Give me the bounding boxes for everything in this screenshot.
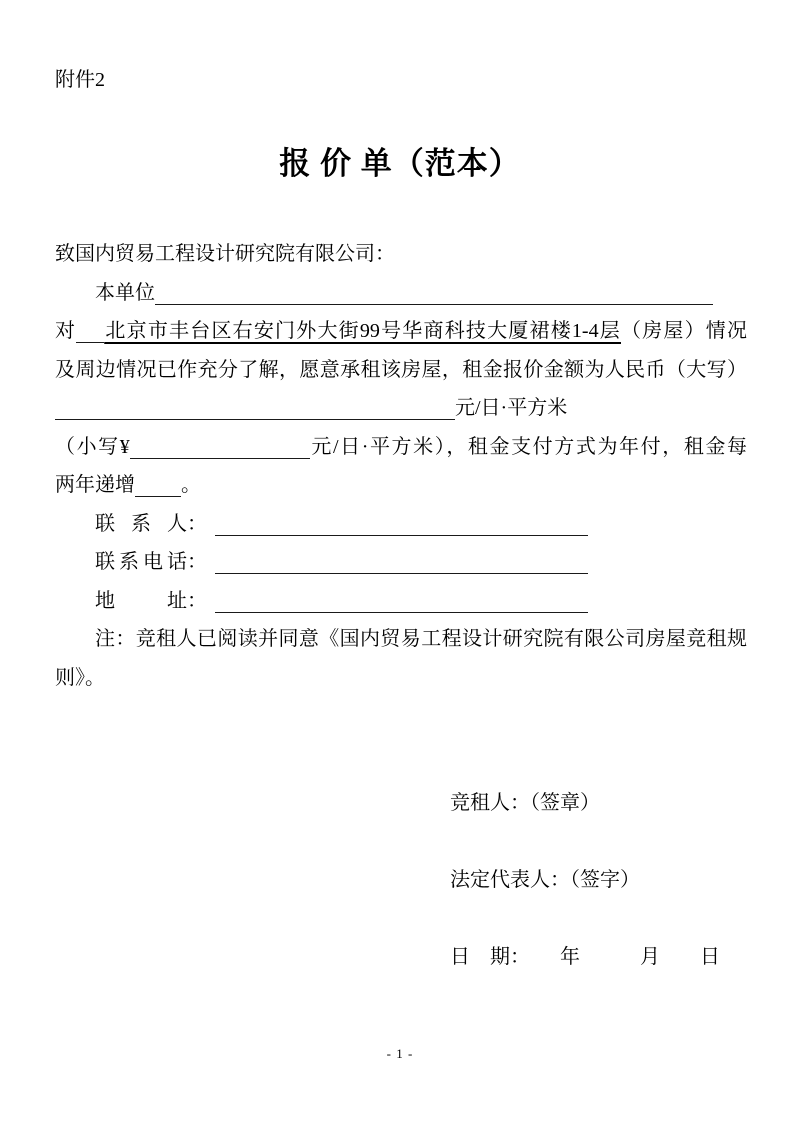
uppercase-amount-blank xyxy=(55,396,455,420)
page-number: - 1 - xyxy=(386,1046,414,1061)
unit-per-sqm-text: 元/日·平方米 xyxy=(455,397,568,419)
document-body xyxy=(55,235,747,697)
increase-line xyxy=(55,466,747,505)
unit-prefix-text: 本单位 xyxy=(95,281,155,304)
increase-suffix-text: 。 xyxy=(181,474,201,496)
contact-phone-blank xyxy=(215,550,588,574)
lowercase-amount-line xyxy=(55,428,747,467)
salutation-line xyxy=(55,235,747,274)
contact-address-colon: ： xyxy=(187,589,207,612)
paragraph-line-2-text: 及周边情况已作充分了解，愿意承租该房屋，租金报价金额为人民币（大写） xyxy=(55,358,747,381)
contact-person-colon: ： xyxy=(187,512,207,535)
date-label: 日 期： 年 月 日 xyxy=(450,946,720,968)
lowercase-amount-blank xyxy=(130,435,310,459)
increase-prefix-text: 两年递增 xyxy=(55,474,135,496)
bidder-signature-label: 竞租人：（签章） xyxy=(450,792,600,814)
addr-prefix-text: 对 xyxy=(55,320,77,342)
contact-address-row xyxy=(55,582,747,621)
document-title: 报 价 单（范本） xyxy=(279,146,521,181)
contact-address-blank xyxy=(215,589,588,613)
note-line-2 xyxy=(55,659,747,698)
increase-rate-blank xyxy=(135,473,181,497)
note-line-1 xyxy=(55,620,747,659)
uppercase-amount-line xyxy=(55,389,747,428)
salutation-text: 致国内贸易工程设计研究院有限公司： xyxy=(55,243,395,265)
note-line-1-text: 注：竞租人已阅读并同意《国内贸易工程设计研究院有限公司房屋竞租规 xyxy=(95,628,747,650)
unit-name-blank xyxy=(155,281,713,305)
contact-phone-label: 联系电话 xyxy=(95,551,187,573)
contact-phone-row xyxy=(55,543,747,582)
legal-representative-signature-label: 法定代表人：（签字） xyxy=(450,869,640,891)
contact-address-label: 地址 xyxy=(95,589,187,612)
contact-phone-colon: ： xyxy=(187,551,207,573)
note-line-2-text: 则》。 xyxy=(55,666,105,689)
property-address-text: 北京市丰台区右安门外大街99号华商科技大厦裙楼1-4层 xyxy=(104,320,621,342)
contact-person-row xyxy=(55,505,747,544)
lowercase-prefix-text: （小写¥ xyxy=(55,435,130,458)
paragraph-line-2 xyxy=(55,351,747,390)
contact-person-label: 联系人 xyxy=(95,512,187,535)
lowercase-suffix-text: 元/日·平方米），租金支付方式为年付，租金每 xyxy=(309,435,747,458)
attachment-label: 附件2 xyxy=(55,69,105,91)
property-line xyxy=(55,312,747,351)
address-gap-blank xyxy=(76,319,104,343)
unit-name-line xyxy=(55,274,747,313)
addr-suffix-text: （房屋）情况 xyxy=(620,320,747,342)
contact-person-blank xyxy=(215,512,588,536)
